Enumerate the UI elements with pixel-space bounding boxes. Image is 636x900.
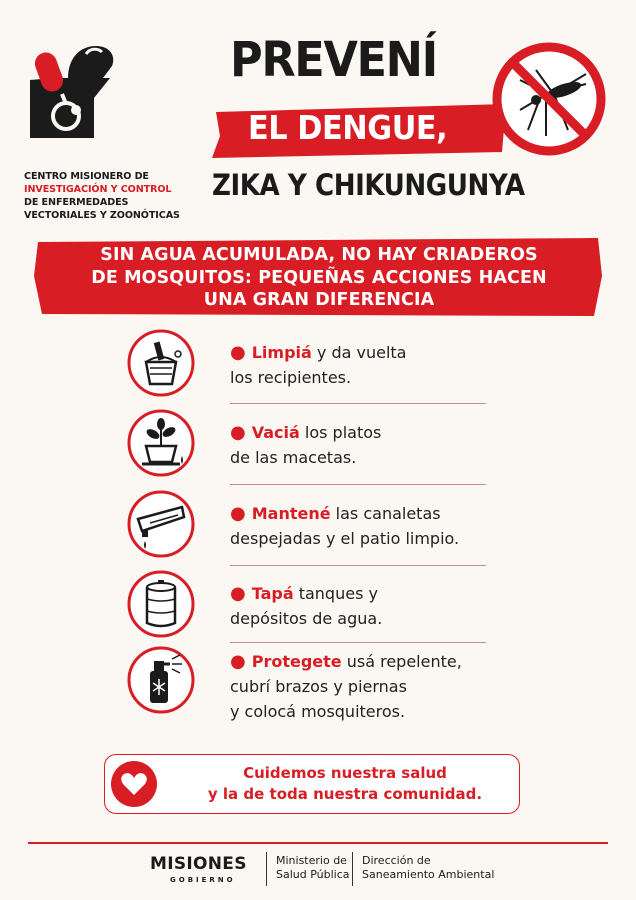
bullet-icon: ● [230, 651, 246, 672]
heart-icon [109, 759, 159, 809]
banner-message [34, 244, 604, 312]
footer-divider [28, 842, 608, 844]
bullet-icon: ● [230, 422, 246, 443]
step-text [230, 649, 462, 724]
org-line-2: INVESTIGACIÓN Y CONTROL [24, 184, 172, 195]
step-verb: Mantené [251, 504, 331, 523]
step-text [230, 501, 459, 551]
step-text [230, 340, 406, 390]
step-line-2: los recipientes. [230, 368, 352, 387]
ministry-line-2: Salud Pública [276, 868, 350, 881]
step-text [230, 581, 382, 631]
step-line-2: cubrí brazos y piernas [230, 677, 407, 696]
care-message [185, 763, 505, 805]
banner-line-1: SIN AGUA ACUMULADA, NO HAY CRIADEROS [100, 245, 538, 265]
care-message-box [104, 754, 520, 814]
repellent-spray-icon [126, 645, 196, 715]
step-line-2: de las macetas. [230, 448, 357, 467]
banner-line-3: UNA GRAN DIFERENCIA [203, 290, 435, 310]
step-line-3: y colocá mosquiteros. [230, 702, 406, 721]
institute-logo-icon [24, 38, 124, 146]
title-line-1: PREVENÍ [230, 32, 437, 88]
bucket-brush-icon [126, 328, 196, 398]
footer-separator [266, 852, 267, 886]
divider [230, 642, 486, 643]
water-tank-icon [126, 569, 196, 639]
title-line-2: EL DENGUE, [248, 108, 448, 147]
step-line-2: depósitos de agua. [230, 609, 383, 628]
ministry-name [276, 854, 350, 882]
step-rest: tanques y [293, 584, 378, 603]
bullet-icon: ● [230, 583, 246, 604]
care-line-1: Cuidemos nuestra salud [243, 764, 447, 782]
step-verb: Protegete [251, 652, 342, 671]
banner-line-2: DE MOSQUITOS: PEQUEÑAS ACCIONES HACEN [91, 267, 547, 288]
step-verb: Limpiá [251, 343, 312, 362]
divider [230, 484, 486, 485]
step-line-2: despejadas y el patio limpio. [230, 529, 460, 548]
no-mosquito-icon [490, 40, 608, 158]
footer-separator [352, 852, 353, 886]
direction-line-1: Dirección de [362, 854, 431, 867]
gutter-icon [126, 489, 196, 559]
step-rest: los platos [299, 423, 382, 442]
org-line-4: VECTORIALES Y ZOONÓTICAS [24, 210, 180, 221]
step-rest: usá repelente, [341, 652, 462, 671]
org-line-3: DE ENFERMEDADES [24, 197, 129, 208]
direction-line-2: Saneamiento Ambiental [362, 868, 495, 881]
ministry-line-1: Ministerio de [276, 854, 347, 867]
organization-name [24, 170, 214, 222]
step-verb: Tapá [251, 584, 294, 603]
direction-name [362, 854, 494, 882]
bullet-icon: ● [230, 342, 246, 363]
divider [230, 565, 486, 566]
care-line-2: y la de toda nuestra comunidad. [207, 785, 483, 803]
step-text [230, 420, 381, 470]
title-line-2-strip [210, 102, 510, 160]
step-verb: Vaciá [251, 423, 300, 442]
gobierno-wordmark: GOBIERNO [170, 876, 236, 884]
org-line-1: CENTRO MISIONERO DE [24, 171, 149, 182]
misiones-wordmark: MISIONES [150, 854, 247, 874]
title-line-3: ZIKA Y CHIKUNGUNYA [212, 168, 525, 202]
flower-pot-icon [126, 408, 196, 478]
misiones-logo [150, 854, 260, 890]
bullet-icon: ● [230, 503, 246, 524]
divider [230, 403, 486, 404]
step-rest: y da vuelta [311, 343, 407, 362]
step-rest: las canaletas [330, 504, 441, 523]
